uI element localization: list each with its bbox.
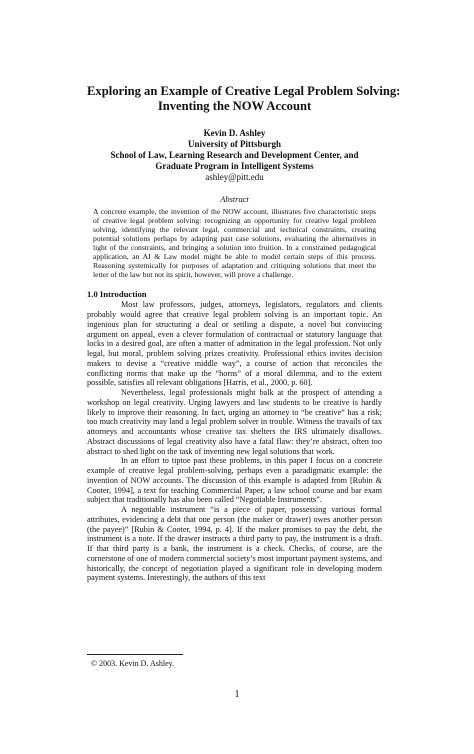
author-affiliation-program: Graduate Program in Intelligent Systems xyxy=(155,161,314,171)
paragraph: A negotiable instrument “is a piece of paper, possessing various formal attributes, evidencing a debt that one person (the maker or drawer) owes another person (the payee)” [Rubin & Cooter, 1994, p. 4]. If the maker promises to pay the debt, the instrument is a note. If the drawer instructs a third party to pay, the instrument is a draft. If that third party is a bank, the instrument is a check. Checks, of course, are the cornerstone of one of modern commercial society’s most important payment systems, and historically, the concept of negotiation played a significant role in developing modern payment systems. Interestingly, the authors of this text xyxy=(87,505,382,583)
author-affiliation-university: University of Pittsburgh xyxy=(188,139,281,149)
author-block xyxy=(87,128,382,183)
section-body xyxy=(87,300,382,583)
paper-title xyxy=(87,84,401,114)
paper-page xyxy=(0,84,474,754)
section-heading: 1.0 Introduction xyxy=(87,289,147,300)
footnote-divider xyxy=(87,654,183,655)
title-line-2: Inventing the NOW Account xyxy=(157,99,312,113)
abstract-text: A concrete example, the invention of the NOW account, illustrates five characteristic steps of creative legal problem solving: recognizing an opportunity for creative legal problem solving, identifying the relevant legal, commercial and technical constraints, creating potential solutions perhaps by adapting past case solutions, evaluating the alternatives in light of the constraints, and bringing a solution into fruition. In a constrained pedagogical application, an AI & Law model might be able to model certain steps of this process. Reasoning systemically for purposes of adaptation and critiquing solutions that meet the letter of the law but not its spirit, however, will prove a challenge. xyxy=(93,207,376,280)
paragraph: In an effort to tiptoe past these problems, in this paper I focus on a concrete example of creative legal problem-solving, perhaps even a paradigmatic example: the invention of NOW accounts. The discussion of this example is adapted from [Rubin & Cooter, 1994], a text for teaching Commercial Paper, a law school course and bar exam subject that traditionally has also been called “Negotiable Instruments”. xyxy=(87,456,382,505)
author-name: Kevin D. Ashley xyxy=(203,128,266,138)
author-affiliation-school: School of Law, Learning Research and Development Center, and xyxy=(110,150,359,160)
abstract-heading: Abstract xyxy=(220,195,249,204)
paragraph: Most law professors, judges, attorneys, legislators, regulators and clients probably would agree that creative legal problem solving is an important topic. An ingenious plan for structuring a deal or settling a dispute, a novel but convincing argument on appeal, even a clever formulation of contractual or statutory language that locks in a desired goal, are often a matter of admiration in the legal profession. Not only legal, but moral, problem solving prizes creativity. Professional ethics invites decision makers to devise a “creative middle way”, a course of action that reconciles the conflicting norms that make up the “horns” of a moral dilemma, and to the extent possible, satisfies all relevant obligations [Harris, et al., 2000, p. 60]. xyxy=(87,300,382,388)
page-number: 1 xyxy=(234,689,240,700)
author-email: ashley@pitt.edu xyxy=(205,172,264,182)
paragraph: Nevertheless, legal professionals might balk at the prospect of attending a workshop on legal creativity. Urging lawyers and law students to be creative is hardly likely to improve their reasoning. In fact, urging an attorney to “be creative” has a risk; too much creativity may land a legal problem solver in trouble. Witness the travails of tax attorneys and accountants whose creative tax shelters the IRS ultimately disallows. Abstract discussions of legal creativity also have a fatal flaw: they’re abstract, often too abstract to shed light on the task of inventing new legal solutions that work. xyxy=(87,388,382,456)
footnote: © 2003. Kevin D. Ashley. xyxy=(91,659,175,668)
title-line-1: Exploring an Example of Creative Legal Problem Solving: xyxy=(87,84,401,98)
